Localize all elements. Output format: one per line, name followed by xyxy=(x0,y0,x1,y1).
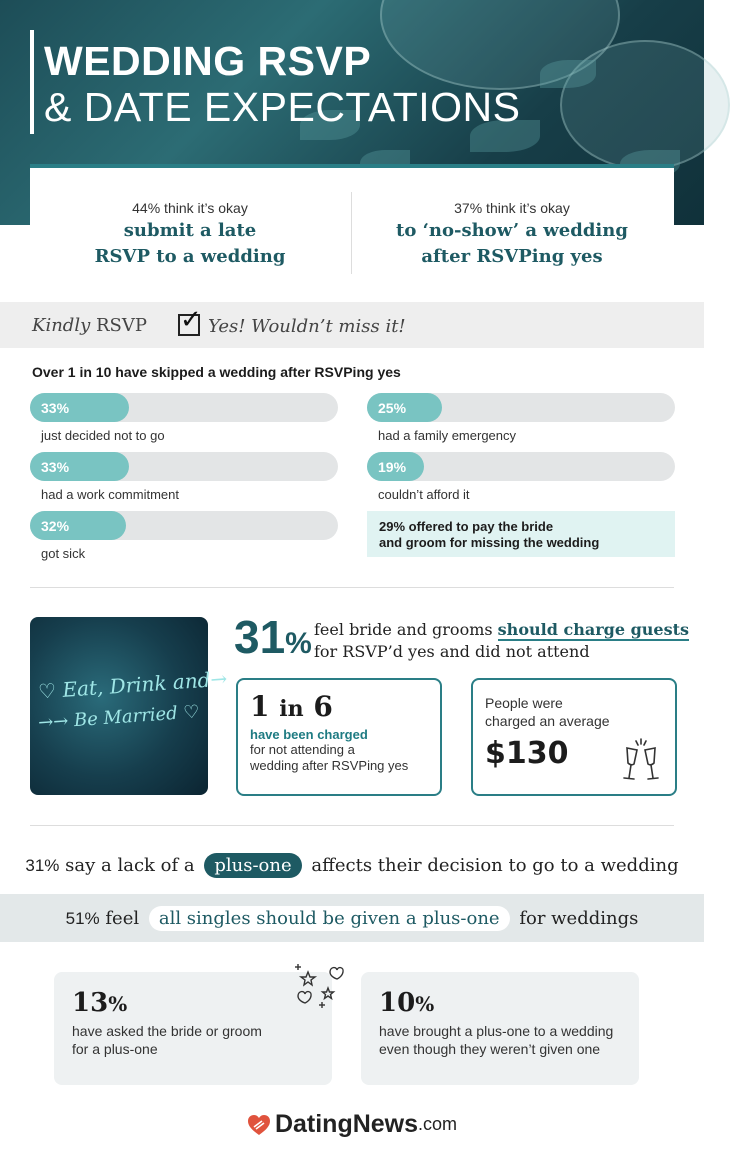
champagne-glasses-icon xyxy=(617,736,665,784)
stat-small-text: 37% think it’s okay xyxy=(454,200,570,216)
bar-label: had a family emergency xyxy=(378,428,517,443)
singles-band xyxy=(0,894,704,942)
hearts-stars-icon xyxy=(292,958,348,1010)
stat-card-asked xyxy=(54,972,332,1085)
bar-percent: 32% xyxy=(41,518,70,534)
charged-text: wedding after RSVPing yes xyxy=(250,758,409,773)
stat-emphasis-line: to ‘no-show’ a wedding xyxy=(396,220,628,241)
card-percent xyxy=(379,988,621,1018)
bar-percent: 25% xyxy=(378,400,407,416)
charged-text: for not attending a xyxy=(250,742,355,757)
charge-text-before: feel bride and grooms xyxy=(314,620,498,639)
charge-percent xyxy=(234,610,312,664)
card-text: even though they weren’t given one xyxy=(379,1041,601,1057)
singles-pill: all singles should be given a plus-one xyxy=(149,906,510,931)
charge-percent-sign: % xyxy=(285,627,312,660)
charge-number: 31 xyxy=(234,611,286,663)
bar-track xyxy=(30,393,338,422)
stat-late-rsvp xyxy=(30,200,350,268)
average-text: charged an average xyxy=(485,713,610,729)
skipped-heading: Over 1 in 10 have skipped a wedding after RSVPing yes xyxy=(32,364,401,380)
charge-text xyxy=(314,619,689,663)
bar-label: had a work commitment xyxy=(41,487,179,502)
reason-bar xyxy=(367,393,675,443)
card-number: 10 xyxy=(379,988,416,1018)
reason-bar xyxy=(367,452,675,502)
bar-percent: 33% xyxy=(41,459,70,475)
bar-track xyxy=(30,511,338,540)
section-divider xyxy=(30,587,674,588)
heart-icon xyxy=(247,1114,271,1136)
charged-emphasis: have been charged xyxy=(250,727,368,742)
page-title: WEDDING RSVP xyxy=(44,38,372,84)
offer-callout xyxy=(367,511,675,557)
page-subtitle: & DATE EXPECTATIONS xyxy=(44,84,521,130)
photo-text: →→ Be Married ♡ xyxy=(37,701,201,734)
charge-line2: for RSVP’d yes and did not attend xyxy=(314,642,590,661)
average-text: People were xyxy=(485,695,563,711)
stat-emphasis-line: submit a late xyxy=(123,220,257,241)
bar-label: just decided not to go xyxy=(41,428,165,443)
card-percent-sign: % xyxy=(415,992,435,1016)
plus-one-statement xyxy=(0,853,704,878)
plus-one-text-after: affects their decision to go to a wedding xyxy=(305,855,679,876)
singles-percent: 51% xyxy=(65,909,100,928)
stat-small-text: 44% think it’s okay xyxy=(132,200,248,216)
ratio-in: in xyxy=(279,696,304,722)
card-text: have asked the bride or groom xyxy=(72,1023,262,1039)
rsvp-word: RSVP xyxy=(95,315,147,336)
logo-main-text: DatingNews xyxy=(274,1110,419,1138)
bar-label: got sick xyxy=(41,546,86,561)
offer-line: and groom for missing the wedding xyxy=(379,535,600,550)
one-in-six-stat xyxy=(250,690,428,723)
stat-no-show xyxy=(352,200,672,268)
average-value: $130 xyxy=(485,736,569,771)
plus-one-percent: 31% xyxy=(25,856,60,875)
ratio-numerator: 1 xyxy=(250,690,270,723)
rsvp-yes-text: Yes! Wouldn’t miss it! xyxy=(208,316,406,337)
charge-text-emphasis: should charge guests xyxy=(497,620,689,639)
card-percent xyxy=(72,988,314,1018)
stat-emphasis-line: after RSVPing yes xyxy=(421,246,603,267)
reason-bar xyxy=(30,452,338,502)
kindly-word: Kindly xyxy=(32,315,91,336)
singles-text-after: for weddings xyxy=(513,908,639,929)
bar-track xyxy=(30,452,338,481)
stat-card-brought xyxy=(361,972,639,1085)
average-charge-box xyxy=(471,678,677,796)
singles-text-before: feel xyxy=(99,908,145,929)
logo-com-text: .com xyxy=(418,1114,458,1134)
card-number: 13 xyxy=(72,988,109,1018)
rsvp-band xyxy=(0,302,704,348)
photo-text: ♡ Eat, Drink and→ xyxy=(37,666,228,704)
bar-track xyxy=(367,452,675,481)
one-in-six-box xyxy=(236,678,442,796)
offer-line: 29% offered to pay the bride xyxy=(379,519,554,534)
chalkboard-photo xyxy=(30,617,228,795)
bar-percent: 33% xyxy=(41,400,70,416)
stat-emphasis-line: RSVP to a wedding xyxy=(94,246,286,267)
ratio-denominator: 6 xyxy=(313,690,333,723)
leaf-decoration xyxy=(540,60,596,88)
plus-one-text-before: say a lack of a xyxy=(59,855,201,876)
bar-percent: 19% xyxy=(378,459,407,475)
plus-one-pill: plus-one xyxy=(204,853,301,878)
kindly-rsvp-text xyxy=(32,315,147,336)
title-accent-bar xyxy=(30,30,34,134)
reason-bar xyxy=(30,393,338,443)
check-icon: ✓ xyxy=(180,305,202,335)
charge-line1 xyxy=(314,619,689,641)
datingnews-logo xyxy=(0,1110,704,1139)
card-percent-sign: % xyxy=(108,992,128,1016)
bar-label: couldn’t afford it xyxy=(378,487,470,502)
top-stats-card xyxy=(30,164,674,276)
reason-bar xyxy=(30,511,338,561)
card-text: have brought a plus-one to a wedding xyxy=(379,1023,614,1039)
card-text: for a plus-one xyxy=(72,1041,158,1057)
section-divider xyxy=(30,825,674,826)
bar-track xyxy=(367,393,675,422)
